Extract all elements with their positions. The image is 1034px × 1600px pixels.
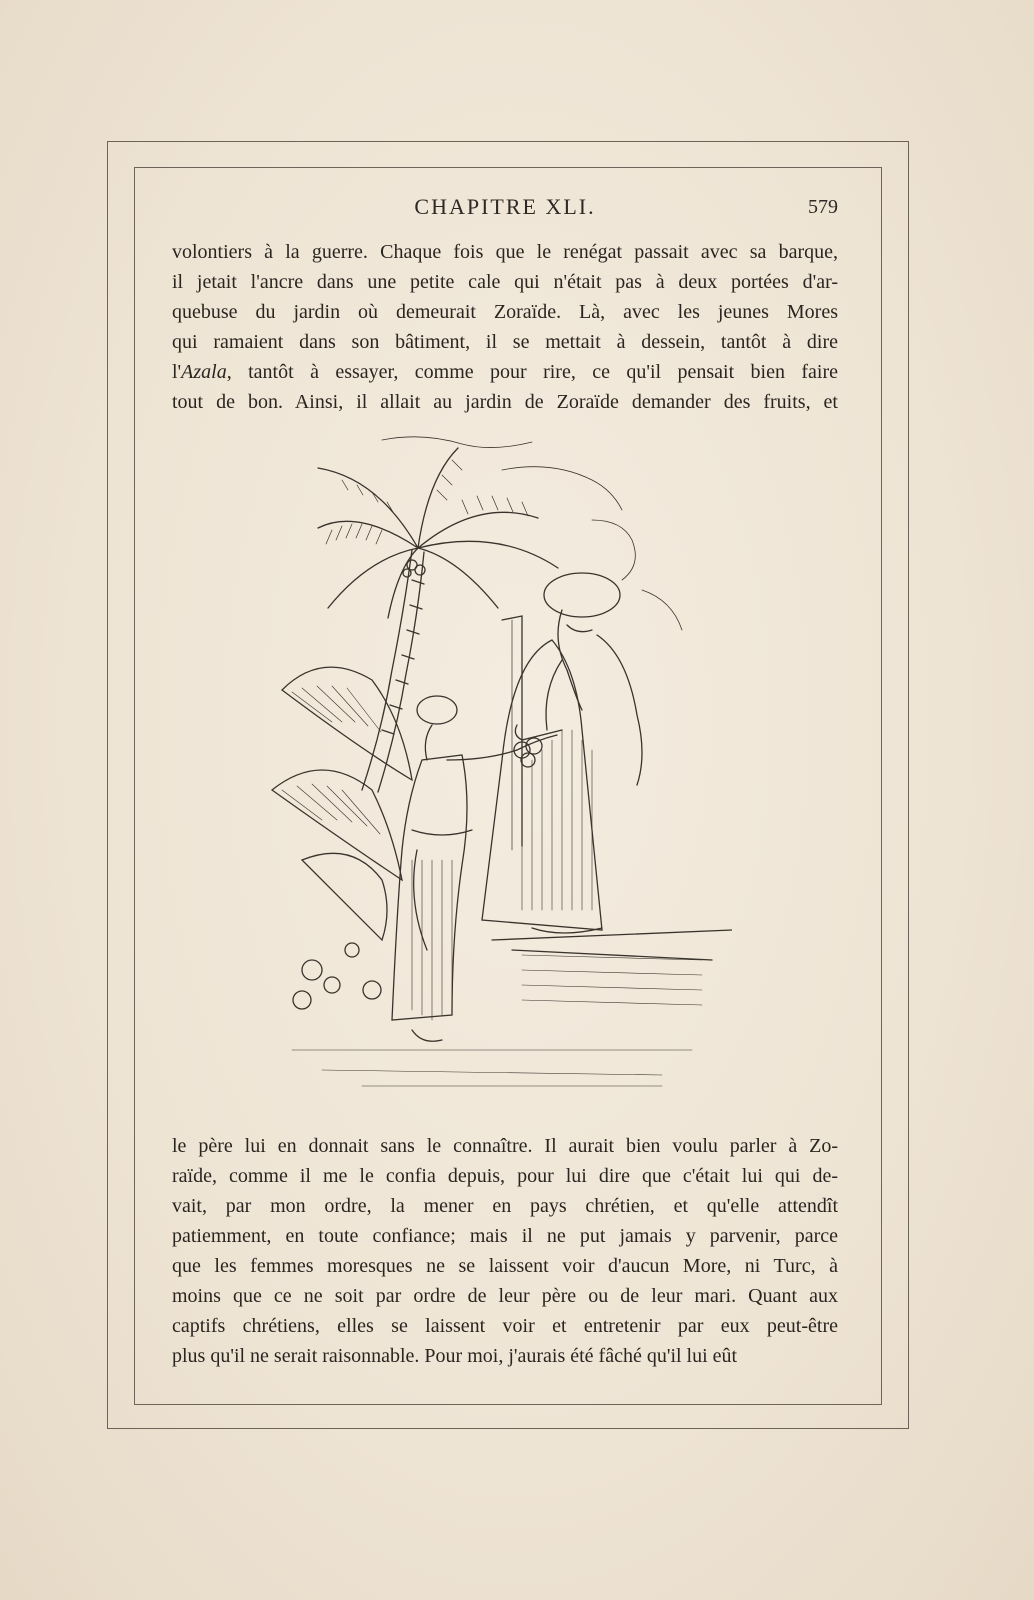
- text-fragment: , tantôt à essayer, comme pour rire, ce qu'il pensait bien faire: [226, 361, 838, 383]
- text-line-with-italic: [172, 357, 838, 387]
- text-line: que les femmes moresques ne se laissent voir d'aucun More, ni Turc, à: [172, 1255, 838, 1277]
- text-line: captifs chrétiens, elles se laissent voir et entretenir par eux peut-être: [172, 1315, 838, 1337]
- text-line: tout de bon. Ainsi, il allait au jardin de Zoraïde demander des fruits, et: [172, 391, 838, 413]
- italic-word-azala: Azala: [181, 361, 227, 383]
- text-line: quebuse du jardin où demeurait Zoraïde. Là, avec les jeunes Mores: [172, 301, 838, 323]
- text-fragment: l': [172, 361, 182, 383]
- engraving-illustration: [262, 430, 732, 1110]
- text-line: raïde, comme il me le confia depuis, pour lui dire que c'était lui qui de-: [172, 1165, 838, 1187]
- text-line: il jetait l'ancre dans une petite cale qui n'était pas à deux portées d'ar-: [172, 271, 838, 293]
- text-line: qui ramaient dans son bâtiment, il se mettait à dessein, tantôt à dire: [172, 331, 838, 353]
- text-line: moins que ce ne soit par ordre de leur père ou de leur mari. Quant aux: [172, 1285, 838, 1307]
- text-line: vait, par mon ordre, la mener en pays chrétien, et qu'elle attendît: [172, 1195, 838, 1217]
- running-head: [172, 194, 838, 222]
- text-line: le père lui en donnait sans le connaître. Il aurait bien voulu parler à Zo-: [172, 1135, 838, 1157]
- chapter-title: CHAPITRE XLI.: [414, 194, 596, 219]
- engraving-drawing: [262, 430, 732, 1110]
- text-line: plus qu'il ne serait raisonnable. Pour moi, j'aurais été fâché qu'il lui eût: [172, 1345, 738, 1367]
- text-line: patiemment, en toute confiance; mais il ne put jamais y parvenir, parce: [172, 1225, 838, 1247]
- page-number: 579: [808, 196, 838, 218]
- text-block-top: [172, 237, 838, 417]
- text-line: volontiers à la guerre. Chaque fois que le renégat passait avec sa barque,: [172, 241, 838, 263]
- text-block-bottom: [172, 1131, 838, 1371]
